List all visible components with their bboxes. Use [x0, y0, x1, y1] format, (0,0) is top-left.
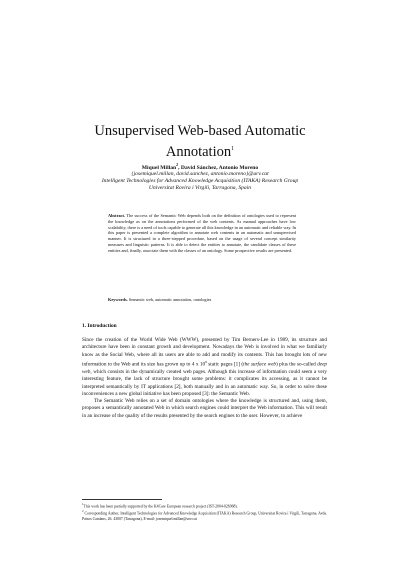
author-block: [60, 162, 340, 191]
surface-web-term: the surface web: [243, 361, 276, 368]
exponent: 9: [205, 359, 207, 364]
paragraph-1-part-a: Since the creation of the World Wide Web (WWW), presented by Tim Berners-Lee in 1989, its structure and architecture have been in constant growth and development. Nowadays the Web is involved in what we familiarly know as the Social Web, where all its users are able to add and modify its contents. This has brought lots of new information to the Web and its size has grown up to 4 x 10: [82, 337, 327, 368]
footnotes: [82, 502, 327, 522]
paper-title: [70, 122, 330, 161]
footnote-2: [82, 509, 327, 521]
paragraph-1-part-d: , which consists in the dynamically created web pages. Although this increase of information could seem a very interesting feature, the lack of structure brought some problems: it complicates its accessing, as it cannot be interpreted semantically by IT applications [2], both manually and in an automatic way. So, in order to solve these inconveniences a new global initiative has been proposed [3]: the Semantic Web.: [82, 368, 327, 397]
author-emails: {josemiquel.millan, david.sanchez, antonio.moreno}@urv.cat: [131, 171, 269, 178]
first-author: Miquel Millan: [141, 164, 177, 171]
author-names: [60, 162, 340, 171]
footnote-divider: [82, 499, 162, 500]
abstract: [108, 213, 296, 254]
paragraph-2: The Semantic Web relies on a set of domain ontologies where the knowledge is structured and, using them, proposes a semantically annotated Web in which search engines could interpret the Web information. This will result in an increase of the quality of the results presented by the search engines to the user. However, to achieve: [82, 398, 327, 419]
abstract-label: Abstract.: [108, 213, 126, 218]
research-group: Intelligent Technologies for Advanced Knowledge Acquisition (ITAKA) Research Group: [101, 178, 299, 185]
other-authors: , David Sánchez, Antonio Moreno: [178, 164, 259, 171]
footnote-2-text: Corresponding Author, Intelligent Technologies for Advanced Knowledge Acquisition (ITAKA) Research Group, Universitat Rovira i Virgili, Tarragona. Avda. Països Catalans, 26. 43007 (Tarragona), E-mail: josemiquel.millan@urv.cat: [82, 511, 327, 521]
keywords-label: Keywords.: [108, 297, 128, 302]
body-text: [82, 337, 327, 420]
deep-web-term: deep web: [82, 361, 327, 375]
abstract-text: The success of the Semantic Web depends both on the definition of ontologies used to represent the knowledge as on the annotations performed of the web contents. As manual approaches have low scalability, there is a need of tools capable to generate all this knowledge in an automatic and reliable way. In this paper is presented a complete algorithm to annotate web contents in an automatic and unsupervised manner. It is structured in a three-stepped procedure, based on the usage of several concept similarity measures and linguistic patterns. It is able to detect the entities to annotate, the candidate classes of these entities and, finally, associate them with the classes of an ontology. Some prospective results are presented.: [108, 213, 297, 253]
author-footnote-mark: 2: [176, 162, 179, 167]
paragraph-1: [82, 337, 327, 398]
paper-title-text: Unsupervised Web-based Automatic Annotation: [94, 123, 306, 160]
footnote-1: [82, 502, 327, 509]
paragraph-1-part-c: ) plus the so-called: [276, 361, 318, 368]
paragraph-1-part-b: static pages [1] (: [206, 361, 244, 368]
footnote-1-mark: 1: [82, 502, 84, 506]
section-heading: 1. Introduction: [82, 323, 117, 329]
footnote-1-text: This work has been partially supported by the K4Care European research project (IST-2004-026968).: [83, 504, 238, 509]
keywords-text: Semantic web, automatic annotation, ontologies: [128, 297, 212, 302]
title-footnote-mark: 1: [231, 146, 235, 152]
affiliation: Universitat Rovira i Virgili, Tarragona, Spain: [148, 184, 252, 191]
keywords: [108, 297, 308, 303]
footnote-2-mark: 2: [82, 509, 84, 514]
